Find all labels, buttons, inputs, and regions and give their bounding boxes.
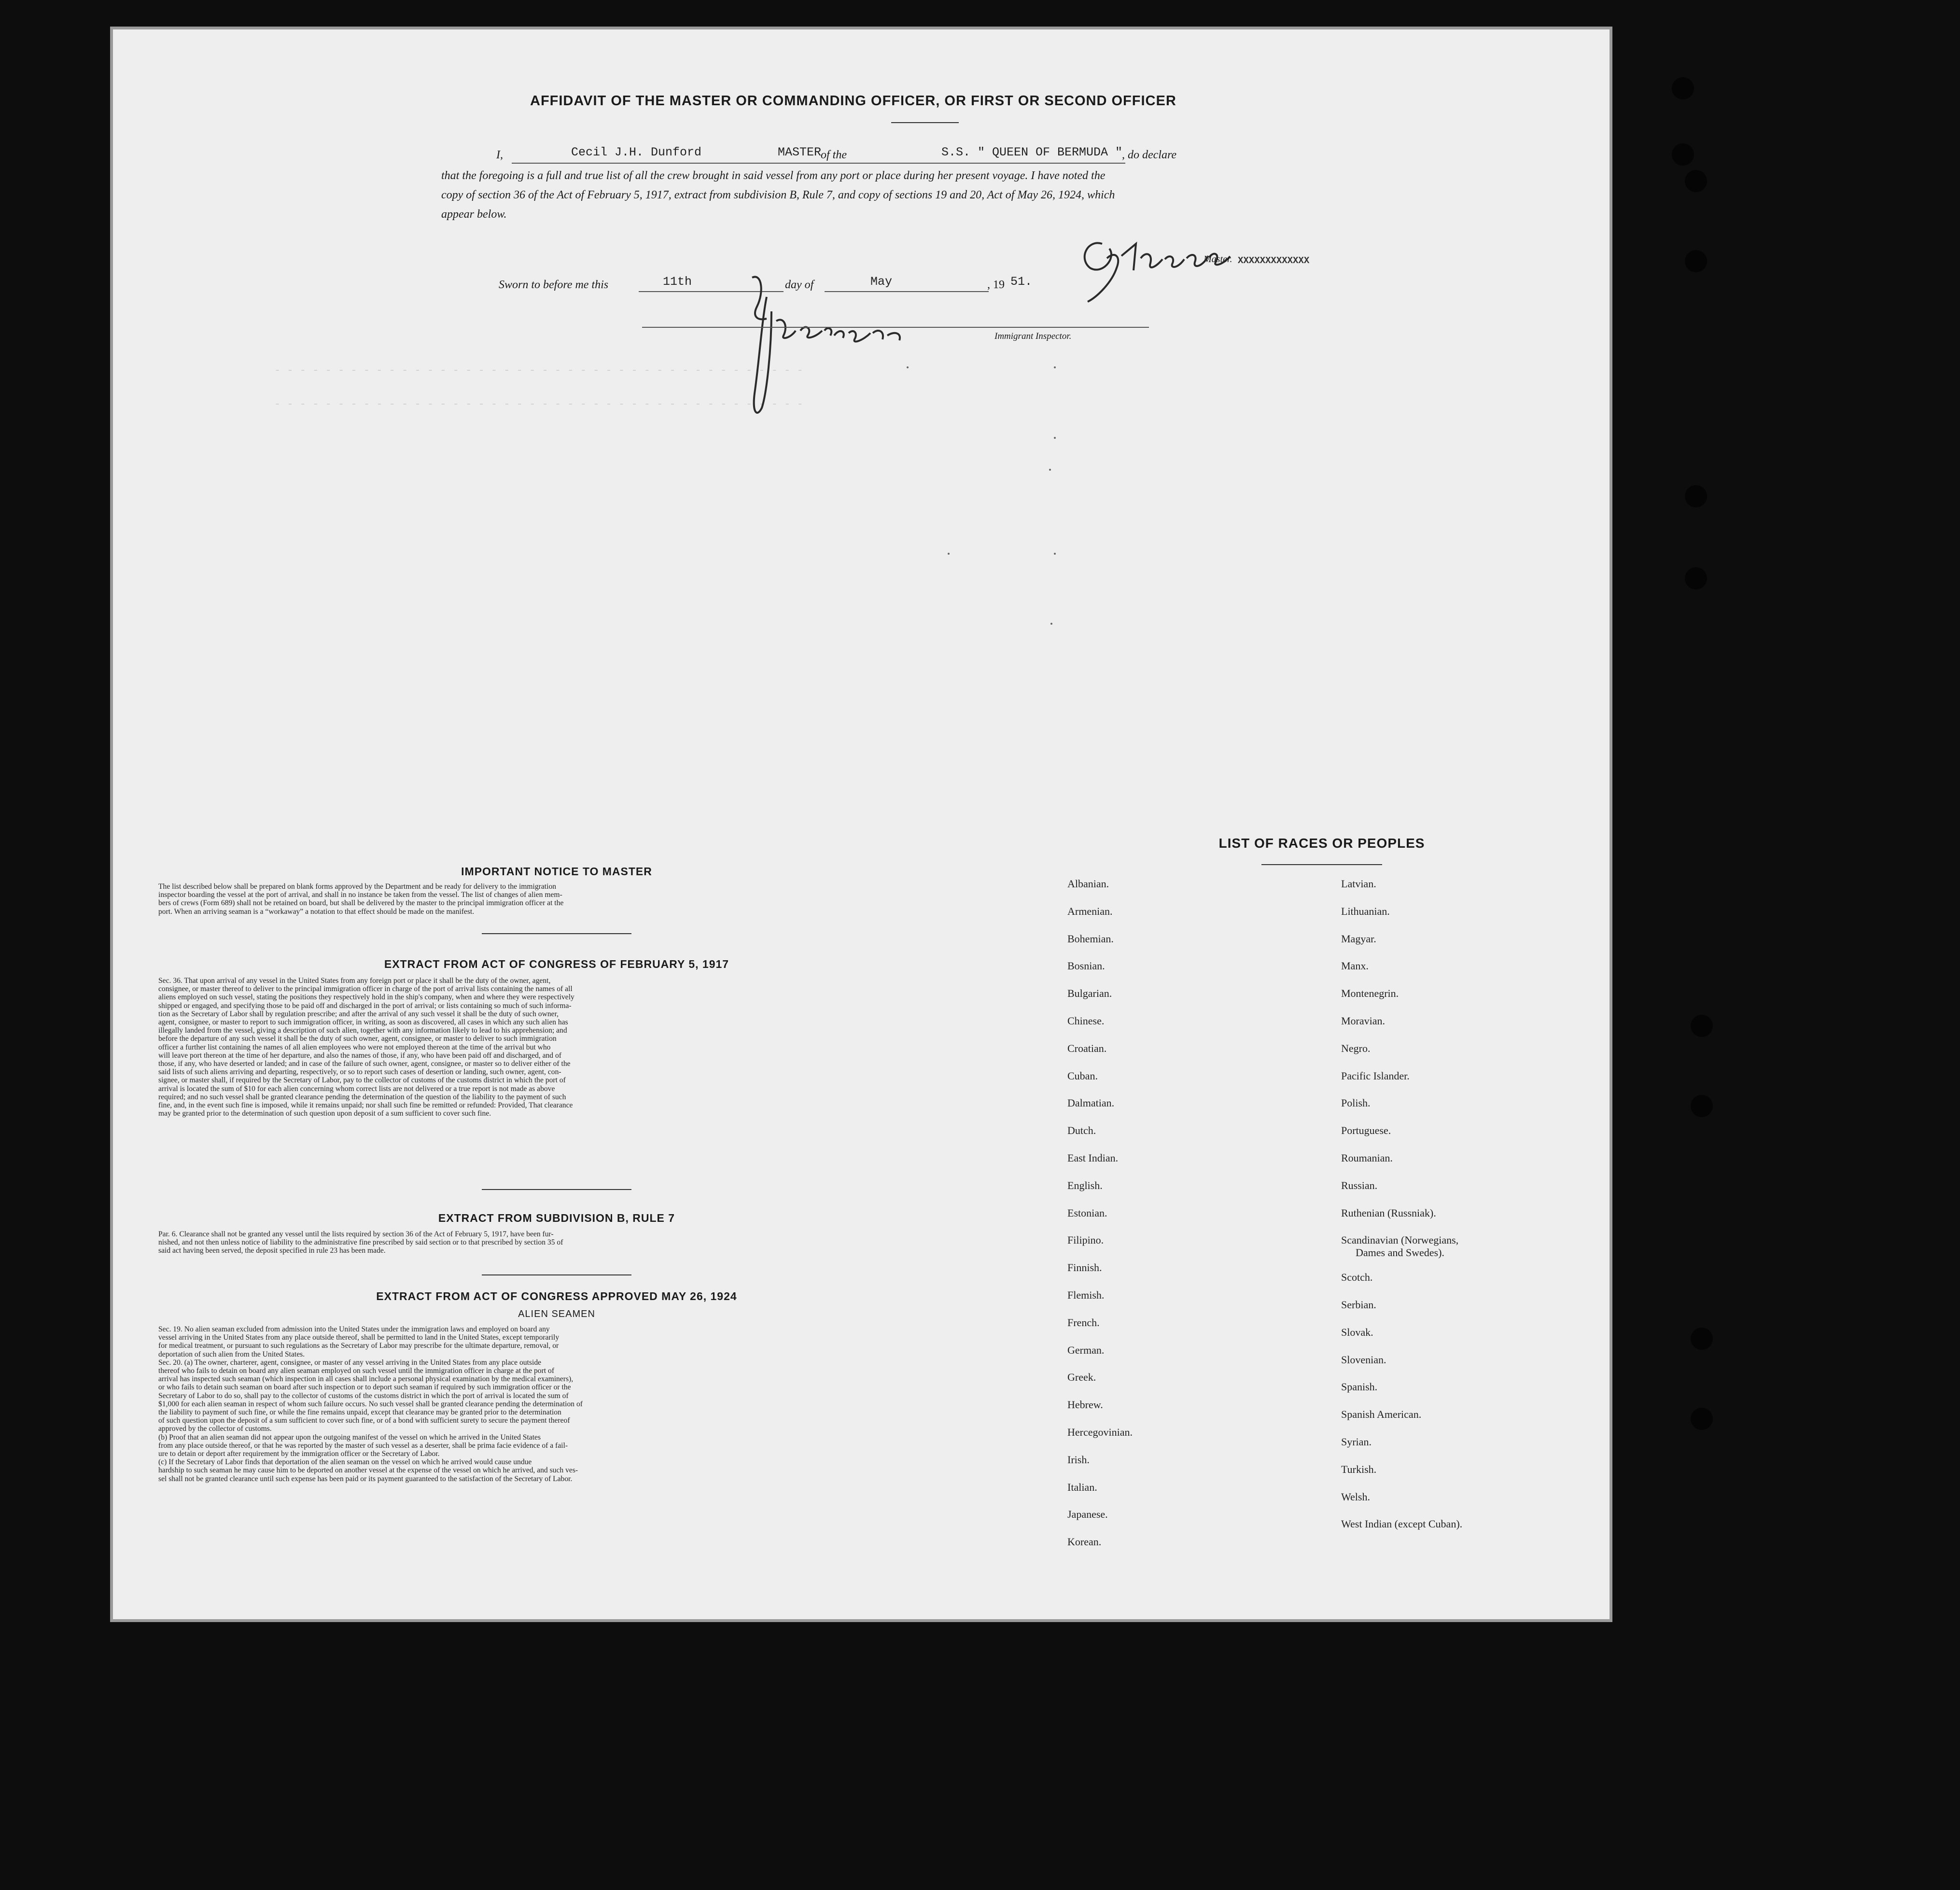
race-item: Bohemian.	[1067, 932, 1114, 945]
affidavit-pronoun: I,	[496, 149, 503, 161]
race-item: Moravian.	[1341, 1015, 1386, 1027]
document-page	[110, 27, 1612, 1622]
extract-1917-line: signee, or master shall, if required by the Secretary of Labor, pay to the collector of customs of the customs district in which the port of	[158, 1076, 566, 1085]
race-item: Estonian.	[1067, 1206, 1107, 1219]
race-item: Korean.	[1067, 1536, 1102, 1548]
extract-1917-line: said lists of such aliens arriving and departing, respectively, or so to report such cases of desertion or landing, such owner, agent, con-	[158, 1068, 561, 1077]
extract-1924-line: vessel arriving in the United States from any place outside thereof, shall be permitted to land in the United States, except temporarily	[158, 1333, 560, 1342]
officer-name: Cecil J.H. Dunford	[571, 145, 702, 159]
sworn-month: May	[870, 275, 893, 289]
extract-1924-line: for medical treatment, or pursuant to such regulations as the Secretary of Labor may prescribe for the ultimate departure, removal, or	[158, 1342, 559, 1350]
binder-hole	[1672, 77, 1694, 99]
notice-line: port. When an arriving seaman is a “workaway” a notation to that effect should be made on the manifest.	[158, 907, 475, 916]
race-item: Dames and Swedes).	[1356, 1246, 1444, 1259]
extract-1924-line: Sec. 19. No alien seaman excluded from admission into the United States under the immigration laws and employed on board any	[158, 1325, 550, 1333]
speck	[1054, 553, 1056, 555]
race-item: Armenian.	[1067, 905, 1113, 917]
binder-hole	[1691, 1408, 1713, 1430]
race-item: Hebrew.	[1067, 1399, 1103, 1411]
race-item: Montenegrin.	[1341, 987, 1399, 1000]
affidavit-line-3: copy of section 36 of the Act of February 5, 1917, extract from subdivision B, Rule 7, and copy of sections 19 and 20, Act of May 26, 1924, which	[441, 189, 1115, 201]
race-item: Japanese.	[1067, 1508, 1108, 1521]
speck	[1050, 623, 1052, 625]
officer-rank-line	[739, 163, 854, 164]
vessel-name: S.S. " QUEEN OF BERMUDA "	[941, 145, 1123, 159]
race-item: West Indian (except Cuban).	[1341, 1518, 1463, 1530]
extract-1924-line: ure to detain or deport after requirement by the immigration officer or the Secretary of Labor.	[158, 1450, 440, 1458]
notice-line: bers of crews (Form 689) shall not be retained on board, but shall be delivered by the master to the principal immigration officer at the	[158, 899, 564, 908]
binder-hole	[1691, 1095, 1713, 1117]
race-item: Welsh.	[1341, 1490, 1370, 1503]
race-item: Lithuanian.	[1341, 905, 1390, 917]
binder-hole	[1685, 250, 1707, 272]
inspector-caption: Immigrant Inspector.	[994, 331, 1072, 341]
affidavit-line-4: appear below.	[441, 208, 507, 221]
title-divider	[891, 122, 959, 123]
extract-1917-line: shipped or engaged, and specifying those to be paid off and discharged in the port of arrival; or lists containing so much of such informa-	[158, 1001, 572, 1010]
notice-line: inspector boarding the vessel at the port of arrival, and shall in no instance be taken from the vessel. The list of changes of alien mem-	[158, 891, 562, 899]
race-item: Chinese.	[1067, 1015, 1105, 1027]
extract-1924-line: hardship to such seaman he may cause him to be deported on another vessel at the expense of the vessel on which he arrived, and such ves-	[158, 1466, 578, 1475]
race-item: Russian.	[1341, 1179, 1378, 1191]
affidavit-line-2: that the foregoing is a full and true list of all the crew brought in said vessel from any port or place during her present voyage. I have noted the	[441, 169, 1106, 182]
races-divider	[1261, 864, 1382, 865]
race-item: East Indian.	[1067, 1152, 1119, 1164]
races-title: LIST OF RACES OR PEOPLES	[1218, 836, 1425, 851]
binder-hole	[1685, 485, 1707, 507]
speck	[948, 553, 950, 555]
race-item: Irish.	[1067, 1453, 1090, 1466]
extract-1924-line: thereof who fails to detain on board any alien seaman employed on such vessel until the immigration officer in charge at the port of	[158, 1367, 555, 1375]
extract-1924-line: (b) Proof that an alien seaman did not appear upon the outgoing manifest of the vessel on which he arrived in the United States	[158, 1433, 541, 1442]
race-item: Dalmatian.	[1067, 1097, 1115, 1109]
notice-body	[158, 882, 868, 916]
extract-1917-line: agent, consignee, or master to report to such immigration officer, in writing, as soon as discovered, all cases in which any such alien has	[158, 1018, 568, 1027]
bleed-through-mark: - - - - - - - - - - - - - - - - - - - - - - - - - - - - - - - - - - - - - - - - - -	[274, 398, 803, 410]
extract-1924-line: approved by the collector of customs.	[158, 1425, 272, 1433]
extract-1917-line: aliens employed on such vessel, stating the positions they respectively hold in the ship's company, when and where they were respectively	[158, 993, 574, 1002]
inspector-signature-line	[642, 327, 1149, 328]
speck	[1049, 469, 1051, 471]
extract-1917-line: consignee, or master thereof to deliver to the principal immigration officer in charge of the port of arrival lists containing the names of all	[158, 985, 573, 994]
race-item: Roumanian.	[1341, 1152, 1393, 1164]
rule-7-line: nished, and not then unless notice of liability to the administrative fine prescribed by said section or to that prescribed by section 35 of	[158, 1238, 563, 1247]
extract-1924-line: deportation of such alien from the United States.	[158, 1350, 305, 1358]
day-of-text: day of	[785, 279, 814, 291]
race-item: Serbian.	[1341, 1299, 1376, 1311]
section-divider	[482, 1189, 631, 1190]
race-item: Flemish.	[1067, 1289, 1105, 1301]
race-item: Scotch.	[1341, 1271, 1373, 1284]
extract-1917-line: required; and no such vessel shall be granted clearance pending the determination of the question of the liability to the payment of such	[158, 1092, 566, 1101]
binder-hole	[1691, 1015, 1713, 1037]
extract-1917-line: may be granted prior to the determination of such question upon deposit of a sum sufficient to cover such fine.	[158, 1109, 491, 1118]
extract-1924-subtitle: ALIEN SEAMEN	[518, 1309, 595, 1319]
speck	[907, 366, 909, 368]
extract-1917-line: tion as the Secretary of Labor shall by regulation prescribe; and after the arrival of any such vessel it shall be the duty of such owner,	[158, 1009, 559, 1018]
extract-1924-line: (c) If the Secretary of Labor finds that deportation of the alien seaman on the vessel on which he arrived would cause undue	[158, 1458, 532, 1467]
vessel-name-line	[853, 163, 1125, 164]
extract-1924-line: Secretary of Labor to do so, shall pay to the collector of customs of the customs district in which the port of arrival is located the sum of	[158, 1391, 569, 1400]
extract-1917-line: Sec. 36. That upon arrival of any vessel in the United States from any foreign port or place it shall be the duty of the owner, agent,	[158, 977, 551, 985]
do-declare-text: , do declare	[1122, 149, 1177, 161]
notice-line: The list described below shall be prepared on blank forms approved by the Department and be ready for delivery to the immigration	[158, 882, 557, 891]
extract-1924-body	[158, 1325, 868, 1483]
race-item: Spanish.	[1341, 1381, 1378, 1393]
race-item: Portuguese.	[1341, 1124, 1391, 1137]
binder-hole	[1672, 143, 1694, 166]
speck	[1054, 366, 1056, 368]
race-item: Slovenian.	[1341, 1353, 1386, 1366]
race-item: Croatian.	[1067, 1042, 1107, 1054]
race-item: Bulgarian.	[1067, 987, 1112, 1000]
extract-1924-line: the liability to payment of such fine, or while the fine remains unpaid, except that clearance may be granted prior to the determination	[158, 1408, 561, 1417]
extract-1924-line: or who fails to detain such seaman on board after such inspection or to deport such seaman if required by such immigration officer or the	[158, 1383, 571, 1392]
notice-title: IMPORTANT NOTICE TO MASTER	[461, 865, 652, 878]
officer-rank: MASTER	[778, 145, 822, 159]
race-item: Greek.	[1067, 1371, 1096, 1384]
sworn-prefix: Sworn to before me this	[499, 279, 609, 291]
extract-1917-line: illegally landed from the vessel, giving a description of such alien, together with any information likely to lead to his apprehension; and	[158, 1026, 567, 1035]
race-item: Latvian.	[1341, 878, 1376, 890]
section-divider	[482, 1274, 631, 1275]
bleed-through-mark: - - - - - - - - - - - - - - - - - - - - - - - - - - - - - - - - - - - - - - - - - -	[274, 364, 803, 377]
race-item: Manx.	[1341, 960, 1369, 972]
extract-1924-line: Sec. 20. (a) The owner, charterer, agent, consignee, or master of any vessel arriving in the United States from any place outside	[158, 1358, 542, 1367]
race-item: Turkish.	[1341, 1463, 1377, 1475]
extract-1924-line: $1,000 for each alien seaman in respect of whom such failure occurs. No such vessel shall be granted clearance pending the determination of	[158, 1400, 583, 1408]
race-item: Filipino.	[1067, 1234, 1104, 1246]
race-item: Ruthenian (Russniak).	[1341, 1206, 1436, 1219]
extract-1917-line: arrival is located the sum of $10 for each alien concerning whom correct lists are not delivered or a true report is not made as above	[158, 1084, 555, 1093]
sworn-year: 51.	[1010, 275, 1033, 289]
extract-1924-title: EXTRACT FROM ACT OF CONGRESS APPROVED MAY 26, 1924	[376, 1290, 737, 1302]
inspector-signature	[742, 263, 974, 422]
extract-1924-line: sel shall not be granted clearance until such expense has been paid or its payment guaranteed to the satisfaction of the Secretary of Labor.	[158, 1474, 573, 1483]
rule-7-line: Par. 6. Clearance shall not be granted any vessel until the lists required by section 36 of the Act of February 5, 1917, have been fur-	[158, 1230, 554, 1238]
race-item: Syrian.	[1341, 1436, 1372, 1448]
sworn-day: 11th	[663, 275, 692, 289]
extract-1924-line: of such question upon the deposit of a sum sufficient to cover such fine, or of a bond with sufficient surety to secure the payment thereof	[158, 1416, 570, 1425]
section-divider	[482, 933, 631, 934]
race-item: Negro.	[1341, 1042, 1371, 1054]
master-crossed-out: XXXXXXXXXXXXX	[1238, 255, 1310, 266]
extract-1924-line: arrival has inspected such seaman (which inspection in all cases shall include a personal physical examination by the medical examiners),	[158, 1375, 574, 1384]
binder-hole	[1685, 170, 1707, 192]
rule-7-title: EXTRACT FROM SUBDIVISION B, RULE 7	[438, 1212, 675, 1224]
race-item: Hercegovinian.	[1067, 1426, 1133, 1438]
race-item: French.	[1067, 1316, 1100, 1329]
extract-1917-line: before the departure of any such vessel it shall be the duty of such owner, agent, consignee, or master to deliver to such immigration	[158, 1035, 557, 1043]
master-caption: Master.	[1204, 254, 1232, 265]
race-item: Dutch.	[1067, 1124, 1096, 1137]
race-item: Bosnian.	[1067, 960, 1105, 972]
race-item: Cuban.	[1067, 1069, 1098, 1082]
extract-1917-line: officer a further list containing the names of all alien employees who were not employed thereon at the time of the arrival but who	[158, 1043, 551, 1051]
race-item: English.	[1067, 1179, 1103, 1191]
race-item: Scandinavian (Norwegians,	[1341, 1234, 1459, 1246]
race-item: Albanian.	[1067, 878, 1109, 890]
affidavit-title: AFFIDAVIT OF THE MASTER OR COMMANDING OFFICER, OR FIRST OR SECOND OFFICER	[530, 93, 1176, 109]
race-item: Italian.	[1067, 1481, 1097, 1493]
binder-hole	[1685, 567, 1707, 589]
race-item: German.	[1067, 1344, 1105, 1356]
year-prefix: , 19	[987, 279, 1005, 291]
race-item: Polish.	[1341, 1097, 1371, 1109]
race-item: Pacific Islander.	[1341, 1069, 1410, 1082]
extract-1917-line: those, if any, who have deserted or landed; and in case of the failure of such owner, agent, consignee, or master so to deliver either of the	[158, 1060, 571, 1068]
race-item: Magyar.	[1341, 932, 1376, 945]
officer-name-line	[512, 163, 739, 164]
of-the-text: of the	[821, 149, 847, 161]
race-item: Slovak.	[1341, 1326, 1373, 1338]
speck	[1054, 437, 1056, 439]
extract-1917-line: will leave port thereon at the time of her departure, and also the names of those, if any, who have been paid off and discharged, and of	[158, 1051, 561, 1060]
race-item: Spanish American.	[1341, 1408, 1422, 1421]
rule-7-body	[158, 1230, 868, 1255]
extract-1917-title: EXTRACT FROM ACT OF CONGRESS OF FEBRUARY 5, 1917	[384, 958, 729, 970]
extract-1917-body	[158, 977, 868, 1118]
rule-7-line: said act having been served, the deposit specified in rule 23 has been made.	[158, 1246, 386, 1255]
extract-1924-line: from any place outside thereof, or that he was reported by the master of such vessel as a deserter, shall be prima facie evidence of a fail-	[158, 1441, 568, 1450]
extract-1917-line: fine, and, in the event such fine is imposed, while it remains unpaid; nor shall such fine be remitted or refunded: Provided, That clearance	[158, 1101, 573, 1110]
binder-hole	[1691, 1328, 1713, 1350]
master-signature	[1068, 229, 1237, 309]
race-item: Finnish.	[1067, 1261, 1102, 1274]
